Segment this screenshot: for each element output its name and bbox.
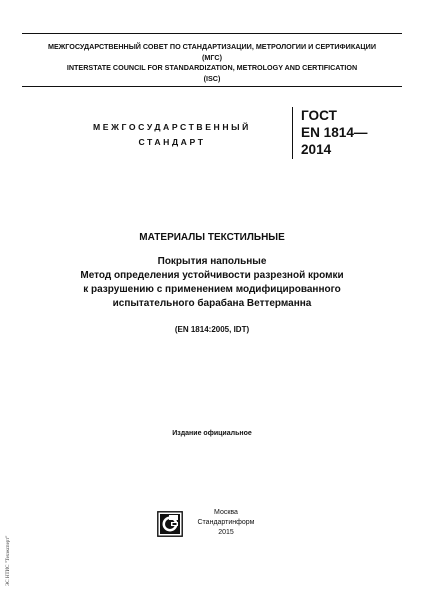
standard-type-label: МЕЖГОСУДАРСТВЕННЫЙ СТАНДАРТ [93, 122, 251, 147]
council-abbr-ru: (МГС) [202, 52, 222, 62]
standard-reference: (EN 1814:2005, IDT) [174, 325, 250, 334]
publisher-name: Стандартинформ [197, 519, 255, 526]
council-header [22, 33, 402, 87]
publisher-year: 2015 [218, 529, 234, 536]
edition-note: Издание официальное [172, 430, 252, 437]
publisher-block [186, 508, 266, 538]
council-name-ru: МЕЖГОСУДАРСТВЕННЫЙ СОВЕТ ПО СТАНДАРТИЗАЦИИ, МЕТРОЛОГИИ И СЕРТИФИКАЦИИ [47, 42, 377, 51]
gost-designation: ГОСТ EN 1814— 2014 [292, 107, 411, 159]
standartinform-logo-icon [157, 511, 183, 537]
council-abbr-en: (ISC) [203, 73, 221, 83]
document-title: МАТЕРИАЛЫ ТЕКСТИЛЬНЫЕ [139, 232, 285, 243]
publisher-city: Москва [214, 509, 238, 516]
council-name-en: INTERSTATE COUNCIL FOR STANDARDIZATION, METROLOGY AND CERTIFICATION [66, 63, 358, 72]
document-subtitle: Покрытия напольные Метод определения устойчивости разрезной кромки к разрушению с применением модифицированного испытательного барабана Веттерманна [80, 256, 344, 309]
side-stamp: ЭС НТИС "Техэксперт" [6, 535, 11, 586]
